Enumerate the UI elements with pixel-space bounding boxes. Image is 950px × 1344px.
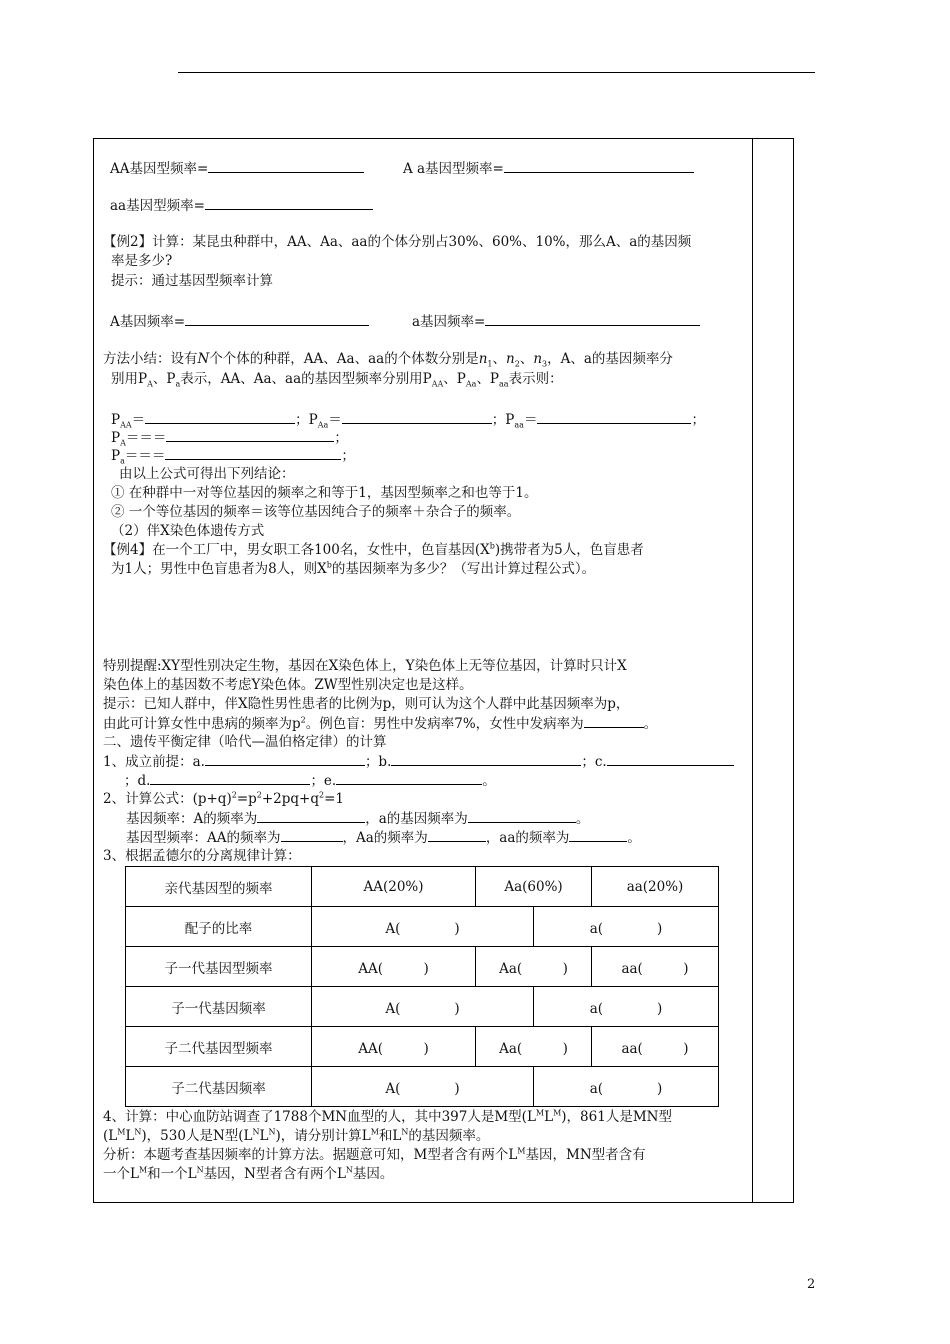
table-cell: 子二代基因型频率 (126, 1027, 312, 1067)
premise-line-1: 1、成立前提：a. ；b. ；c. (103, 752, 734, 771)
header-rule (178, 72, 815, 73)
special-note-line-1: 特别提醒:XY型性别决定生物，基因在X染色体上，Y染色体上无等位基因，计算时只计X (103, 658, 627, 674)
table-cell: 配子的比率 (126, 907, 312, 947)
special-note-line-2: 染色体上的基因数不考虑Y染色体。ZW型性别决定也是这样。 (103, 677, 473, 693)
table-cell: aa(20%) (592, 867, 719, 907)
table-row (126, 1027, 719, 1067)
method-line-2: 别用$P_A$、$P_a$表示，AA、Aa、aa的基因型频率分别用$P_{AA}$、$P_{Aa}$、$P_{aa}$表示则： (111, 371, 563, 389)
genotype-table (125, 866, 719, 1107)
table-cell: aa( ) (592, 1027, 719, 1067)
example-4-line-1: 【例4】在一个工厂中，男女职工各100名，女性中，色盲基因$(X^b)$携带者为5人，色盲患者 (103, 541, 644, 558)
table-cell: AA( ) (312, 1027, 476, 1067)
hint-line: 提示：通过基因型频率计算 (111, 273, 273, 289)
conclusion-heading: 由以上公式可得出下列结论： (119, 466, 295, 482)
table-cell: A( ) (312, 907, 534, 947)
table-cell: a( ) (534, 987, 719, 1027)
hint-2-line-2: 由此可计算女性中患病的频率为$p^2$。例色盲：男性中发病率7%，女性中发病率为 。 (103, 715, 658, 732)
table-cell: 亲代基因型的频率 (126, 867, 312, 907)
table-row (126, 907, 719, 947)
table-cell: a( ) (534, 1067, 719, 1107)
table-cell: A( ) (312, 1067, 534, 1107)
hint-2-line-1: 提示：已知人群中，伴X隐性男性患者的比例为p，则可认为这个人群中此基因频率为p， (103, 696, 630, 712)
conclusion-2: ② 一个等位基因的频率＝该等位基因纯合子的频率＋杂合子的频率。 (111, 504, 521, 520)
table-cell: Aa( ) (476, 1027, 592, 1067)
table-cell: Aa(60%) (476, 867, 592, 907)
question-4-line-2: $(L^ML^N)$，530人是N型$(L^NL^N)$，请分别计算$L^M$和$L^N$的基因频率。 (103, 1127, 490, 1144)
conclusion-1: ① 在种群中一对等位基因的频率之和等于1，基因型频率之和也等于1。 (111, 485, 538, 501)
table-cell: 子一代基因频率 (126, 987, 312, 1027)
notes-column (752, 139, 753, 1202)
analysis-line-1: 分析：本题考查基因频率的计算方法。据题意可知，M型者含有两个$L^M$基因，MN型者含有 (103, 1146, 646, 1163)
table-row (126, 1067, 719, 1107)
example-2-line-1: 【例2】计算：某昆虫种群中，AA、Aa、aa的个体分别占30%、60%、10%，那么A、a的基因频 (103, 234, 692, 250)
example-4-line-2: 为1人；男性中色盲患者为8人，则$X^b$的基因频率为多少？（写出计算过程公式）。 (111, 560, 596, 577)
table-cell: AA( ) (312, 947, 476, 987)
table-cell: aa( ) (592, 947, 719, 987)
page-number: 2 (807, 1277, 816, 1292)
table-cell: 子一代基因型频率 (126, 947, 312, 987)
table-cell: Aa( ) (476, 947, 592, 987)
table-row (126, 947, 719, 987)
pa-formula-line: $P_A===$ ； (111, 430, 348, 448)
premise-line-2: ；d. ；e. 。 (124, 773, 496, 789)
question-4-line-1: 4、计算：中心血防站调查了1788个MN血型的人，其中397人是M型$(L^ML^M)$，861人是MN型 (103, 1108, 672, 1125)
x-linked-heading: （2）伴X染色体遗传方式 (111, 523, 265, 539)
table-cell: a( ) (534, 907, 719, 947)
table-cell: A( ) (312, 987, 534, 1027)
table-cell: AA(20%) (312, 867, 476, 907)
genotype-formula-line: $P_{AA}=$ ；$P_{Aa}=$ ；$P_{aa}=$ ； (111, 412, 705, 430)
table-cell: 子二代基因频率 (126, 1067, 312, 1107)
method-line-1: 方法小结：设有N个个体的种群，AA、Aa、aa的个体数分别是$n_1$、$n_2$、$n_3$，A、a的基因频率分 (103, 351, 673, 369)
aa-genotype-line: AA基因型频率= A a基因型频率= (110, 159, 694, 178)
section-2-heading: 二、遗传平衡定律（哈代—温伯格定律）的计算 (103, 734, 387, 750)
table-row (126, 867, 719, 907)
mendel-heading: 3、根据孟德尔的分离规律计算： (103, 848, 301, 864)
formula-line: 2、计算公式：$(p+q)^2=p^2+2pq+q^2=1$ (103, 790, 345, 807)
analysis-line-2: 一个$L^M$和一个$L^N$基因，N型者含有两个$L^N$基因。 (103, 1165, 394, 1182)
example-2-line-2: 率是多少? (111, 253, 173, 269)
gene-frequency-line: A基因频率= a基因频率= (110, 312, 700, 331)
aa-recessive-line: aa基因型频率= (110, 196, 373, 215)
pa-recessive-formula-line: $P_a===$ ； (111, 448, 355, 466)
gene-frequency-blanks: 基因频率：A的频率为 ，a的基因频率为 。 (126, 811, 590, 827)
genotype-frequency-blanks: 基因型频率：AA的频率为 ，Aa的频率为 ，aa的频率为 。 (126, 830, 641, 846)
table-row (126, 987, 719, 1027)
